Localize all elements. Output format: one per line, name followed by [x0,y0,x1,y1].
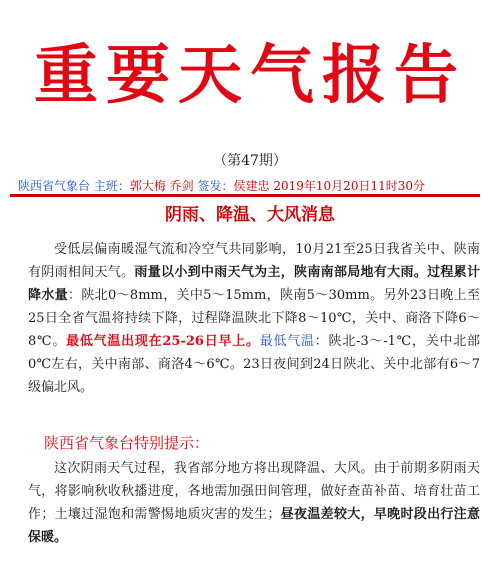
issue-date: 2019年10月20日11时30分 [273,179,425,193]
report-masthead: 重要天气报告 [34,38,466,113]
rainfall-highlight: 雨量以小到中雨天气为主，陕南南部局地有大雨。过程累计降水量 [28,265,480,303]
report-headline: 阴雨、降温、大风消息 [165,205,335,225]
forecast-intro: 受低层偏南暖湿气流和冷空气共同影响，10月21至25日我省关中、陕南有阴雨相间天气。 [28,242,480,280]
editor-label: 主班： [93,179,130,193]
rainfall-details: ：陕北0～8mm，关中5～15mm，陕南5～30mm。另外23日晚上至25日全省气温将持续下降，过程降温陕北下降8～10℃，关中、商洛下降6～8℃。 [28,288,480,349]
report-info-row [18,178,478,194]
min-temp-highlight: 最低气温出现在25-26日早上。 [66,334,260,349]
min-temp-details: ：陕北-3～-1℃，关中北部0℃左右，关中南部、商洛4～6℃。23日夜间到24日陕北、关中北部有6～7级偏北风。 [28,334,480,395]
special-tips-title: 陕西省气象台特别提示： [44,434,210,452]
header-divider [10,194,480,197]
min-temp-label: 最低气温 [259,334,315,349]
issue-number: （第47期） [213,153,287,169]
signer-label: 签发： [197,179,234,193]
editor-names: 郭大梅 乔剑 [129,179,194,193]
tips-warning: 昼夜温差较大，早晚时段出行注意保暖。 [28,507,480,545]
issuing-organization: 陕西省气象台 [18,179,91,193]
tips-text: 这次阴雨天气过程，我省部分地方将出现降温、大风。由于前期多阴雨天气，将影响秋收秋播进度，各地需加强田间管理，做好查苗补苗、培育壮苗工作；土壤过湿饱和需警惕地质灾害的发生； [28,461,480,522]
tips-paragraph [28,457,480,549]
special-tips-body [28,457,480,549]
forecast-paragraph [28,238,480,399]
signer-name: 侯建忠 [233,179,270,193]
report-body [28,238,480,399]
